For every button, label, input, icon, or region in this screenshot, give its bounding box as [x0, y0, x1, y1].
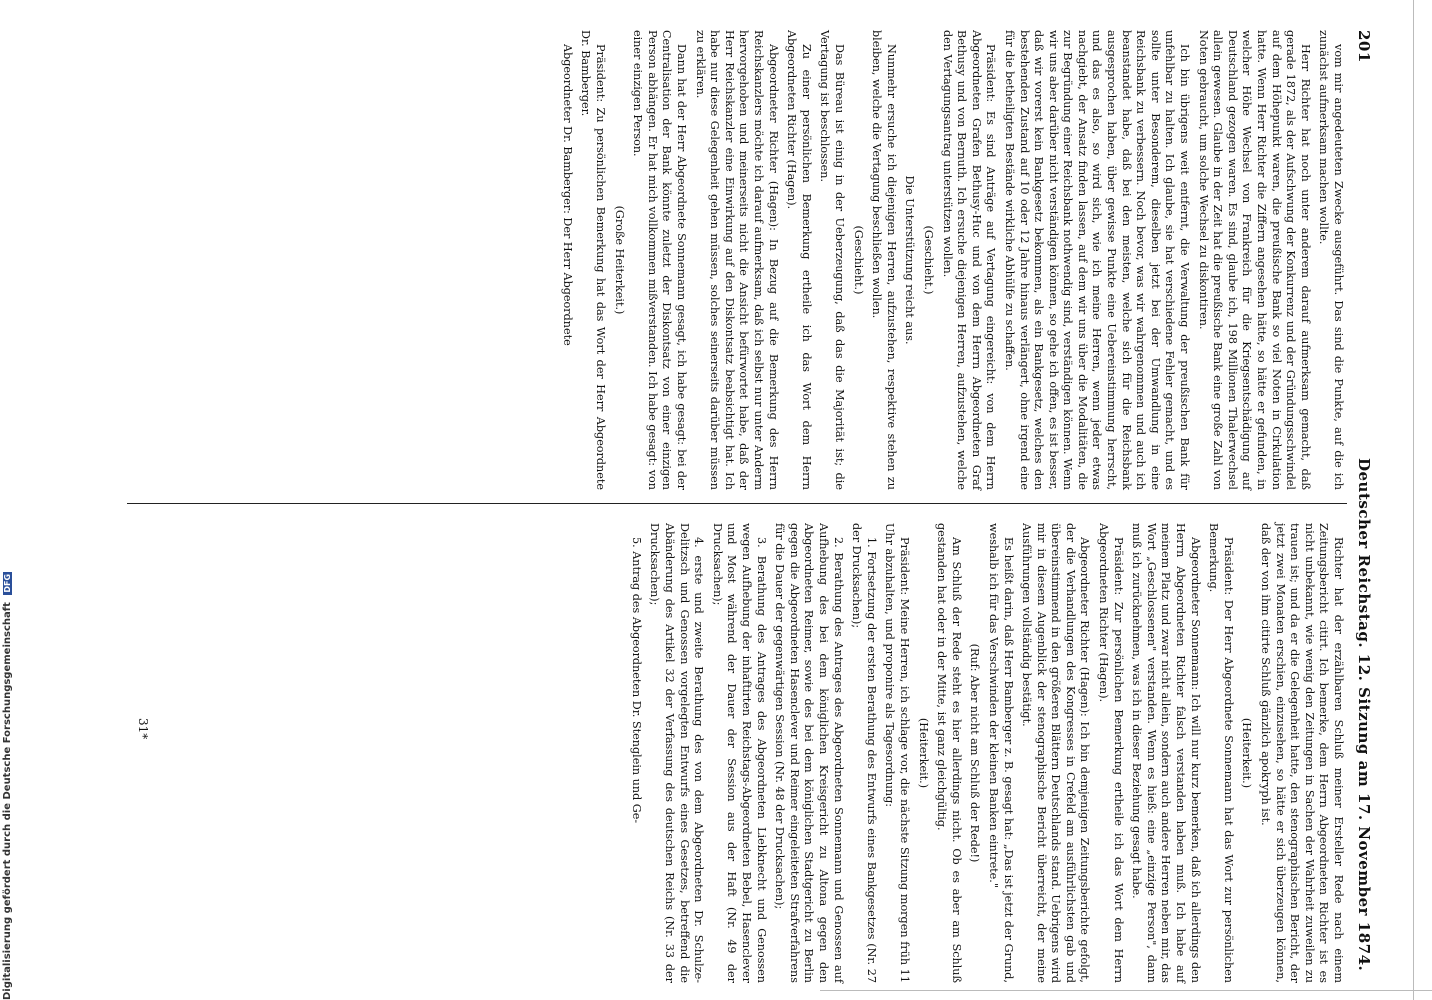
left-paragraph: Präsident: Es sind Anträge auf Vertagung eingereicht: von dem Herrn Abgeordneten Grafen Bethusy-Huc und von dem Herrn Abgeordneten Graf Bethusy und von Bernuth. Ich ersuche diejenigen Herren, aufzustehen, welche den Vertagungsantrag unterstützen wollen. — [940, 30, 998, 490]
right-paragraph: Präsident: Zur persönlichen Bemerkung ertheile ich das Wort dem Herrn Abgeordneten Richter (Hagen). — [1097, 523, 1125, 983]
dfg-logo: DFG — [2, 573, 12, 593]
right-paragraph: 2. Berathung des Antrages des Abgeordneten Sonnemann und Genossen auf Aufhebung des bei dem königlichen Kreisgericht zu Altona gegen den Abgeordneten Reimer, sowie des bei dem königlichen Stadtgericht zu Berlin gegen die Abgeordneten Hasenclever und Reimer eingeleiteten Strafverfahrens für die Dauer der gegenwärtigen Session (Nr. 48 der Drucksachen); — [773, 523, 845, 983]
digitization-notice — [2, 0, 16, 1000]
left-paragraph: Abgeordneter Richter (Hagen): In Bezug auf die Bemerkung des Herrn Reichskanzlers möchte ich darauf aufmerksam, daß ich selbst nur unter Anderm hervorgehoben und meinerseits nicht die Ansicht befürwortet habe, daß der Herr Reichskanzler eine Einwirkung auf den Diskontsatz beabsichtigt hat. Ich habe nur diese Gelegenheit gehen müssen, solches seinerseits darüber müssen zu erklären. — [693, 30, 780, 490]
left-paragraph: Präsident: Zu persönlichen Bemerkung hat das Wort der Herr Abgeordnete Dr. Bamberger. — [579, 30, 608, 490]
left-paragraph: Ich bin übrigens weit entfernt, die Verwaltung der preußischen Bank für unfehlbar zu halten. Ich glaube, sie hat verschiedene Fehler gemacht, und es sollte unter Besonderem, dieselben jetzt bei der Umwandlung in eine Reichsbank zu verbessern. Noch bevor, was wir wahrgenommen und auch ich beanstandet habe, daß bei den meisten, welche sich für die Reichsbank ausgesprochen haben, über gewisse Punkte eine Uebereinstimmung herrscht, und das es also, so wird sich, wie ich meine Herren, wenn jeder etwas nachgiebt, der Ansatz finden lassen, auf dem wir uns über die Modalitäten, die zur Begründung einer Reichsbank nothwendig sind, verständigen können. Wenn wir uns aber darüber nicht verständigen können, so gehe ich offen, es ist besser, daß wir vorerst kein Bankgesetz bekommen, als ein Bankgesetz, welches den bestehenden Zustand auf 10 oder 12 Jahre hinaus verlängert, ohne irgend eine für die betheiligten Bestände wirkliche Abhülfe zu schaffen. — [1002, 30, 1192, 490]
left-paragraph: Das Büreau ist einig in der Ueberzeugung, daß das die Majorität ist; die Vertagung ist beschlossen. — [818, 30, 846, 490]
signature-mark: 31* — [136, 718, 150, 740]
left-paragraph: Die Unterstützung reicht aus. — [903, 175, 917, 345]
right-paragraph: (Ruf: Aber nicht am Schluß der Rede!) — [968, 643, 982, 863]
right-paragraph: Richter hat der erzählbaren Schluß meiner Ersteller Rede nach einem Zeitungsbericht citirt. Ich bemerke, dem Herrn Abgeordneten Richter ist es nicht unbekannt, wie wenig den Zeitungen in Sachen der Wahrheit zuweilen zu trauen ist; und da er die Gelegenheit hatte, den stenographischen Bericht, der jetzt zwei Monaten erschien, einzusehen, so hätte er sich überzeugen können, daß der von ihm citirte Schluß gänzlich apokryph ist. — [1259, 523, 1345, 983]
right-paragraph: (Heiterkeit.) — [916, 717, 930, 789]
right-paragraph: Präsident: Der Herr Abgeordnete Sonnemann hat das Wort zur persönlichen Bemerkung. — [1207, 523, 1235, 983]
right-paragraph: Es heißt darin, daß Herr Bamberger z. B. gesagt hat: „Das ist jetzt der Grund, weshalb ich für das Verschwinden der kleinen Banken eintrete." — [986, 523, 1015, 983]
digitization-text: Digitalisierung gefördert durch die Deutsche Forschungsgemeinschaft — [2, 602, 13, 1000]
right-paragraph: Abgeordneter Richter (Hagen): Ich bin demjenigen Zeitungsberichte gefolgt, der die Verhandlungen des Kongresses in Crefeld am ausführlichsten gab und übereinstimmend in den größeren Blättern Deutschlands stand. Uebrigens wird mir in diesem Augenblick der stenographische Bericht überreicht, der meine Ausführungen vollständig bestätigt. — [1020, 523, 1092, 983]
left-paragraph: (Große Heiterkeit.) — [612, 205, 626, 315]
right-paragraph: 3. Berathung des Antrages des Abgeordneten Liebknecht und Genossen wegen Aufhebung der inhaftirten Reichstags-Abgeordneten Bebel, Hasenclever und Most während der Dauer der Session aus der Haft (Nr. 49 der Drucksachen); — [710, 523, 768, 983]
right-paragraph: 5. Antrag des Abgeordneten Dr. Stenglein und Ge- — [629, 537, 643, 824]
left-paragraph: Nunmehr ersuche ich diejenigen Herren, aufzustehen, respektive stehen zu bleiben, welche die Vertagung beschließen wollen. — [870, 30, 898, 490]
right-paragraph: 1. Fortsetzung der ersten Berathung des Entwurfs eines Bankgesetzes (Nr. 27 der Drucksachen); — [850, 523, 878, 983]
left-paragraph: (Geschieht.) — [921, 225, 935, 295]
left-paragraph: Herr Richter hat noch unter anderem darauf aufmerksam gemacht, daß gerade 1872, als der Aufschwung der Konkurrenz und der Gründungsschwindel auf dem Höhepunkt waren, die preußische Bank so viel Noten in Cirkulation hatte. Wenn Herr Richter die Ziffern angesehen hätte, so hätte er gefunden, in welcher Höhe Wechsel von Frankreich für die Kriegsentschädigung auf Deutschland gezogen waren. Es sind, glaube ich, 198 Millionen Thalerwechsel allein gewesen. Glaube in der Zeit hat die preußische Bank eine große Zahl von Noten gebraucht, um solche Wechsel zu diskontiren. — [1196, 30, 1312, 490]
text-column-left — [555, 30, 1345, 490]
scan-edge — [1413, 0, 1414, 1000]
running-header — [1353, 18, 1375, 998]
left-paragraph: vom mir angedeuteten Zwecke ausgeführt. Das sind die Punkte, auf die ich zunächst aufmerksam machen wollte. — [1317, 30, 1345, 490]
right-paragraph: Präsident: Meine Herren, ich schlage vor, die nächste Sitzung morgen früh 11 Uhr abzuhalten, und proponire als Tagesordnung: — [883, 523, 911, 983]
right-paragraph: Abgeordneter Sonnemann: Ich will nur kurz bemerken, daß ich allerdings den Herrn Abgeordneten Richter falsch verstanden haben muß. Ich habe auf meinem Platz und zwar nicht allein, sondern auch andere Herren neben mir, das Wort „Geschlossenen" verstanden. Wenn es hieß: eine „einzige Person", dann muß ich zurücknehmen, was ich in dieser Beziehung gesagt habe. — [1130, 523, 1202, 983]
right-paragraph: Am Schluß der Rede steht es hier allerdings nicht. Ob es aber am Schluß gestanden hat oder in der Mitte, ist ganz gleichgültig. — [935, 523, 963, 983]
text-column-right — [624, 523, 1345, 983]
left-paragraph: Dann hat der Herr Abgeordnete Sonnemann gesagt, ich habe gesagt: bei der Centralisation der Bank könnte zuletzt der Diskontsatz von einer einzigen Person abhängen. Er hat mich vollkommen mißverstanden. Ich habe gesagt: von einer einzigen Person. — [631, 30, 689, 490]
page-number: 201 — [1355, 30, 1373, 63]
column-divider — [127, 503, 1347, 504]
left-paragraph: (Geschieht.) — [851, 225, 865, 295]
left-paragraph: Abgeordneter Dr. Bamberger: Der Herr Abgeordnete — [560, 44, 574, 346]
header-title: Deutscher Reichstag. 12. Sitzung am 17. November 1874. — [1355, 458, 1373, 972]
rotated-document — [125, 18, 1375, 998]
scan-edge-bottom — [820, 990, 1432, 991]
right-paragraph: (Heiterkeit.) — [1240, 717, 1254, 789]
left-paragraph: Zu einer persönlichen Bemerkung ertheile ich das Wort dem Herrn Abgeordneten Richter (Hagen). — [785, 30, 813, 490]
right-paragraph: 4. erste und zweite Berathung des von dem Abgeordneten Dr. Schulze-Delitzsch und Genossen vorgelegten Entwurfs eines Gesetzes, betreffend die Abänderung des Artikel 32 der Verfassung des deutschen Reichs (Nr. 33 der Drucksachen); — [648, 523, 706, 983]
